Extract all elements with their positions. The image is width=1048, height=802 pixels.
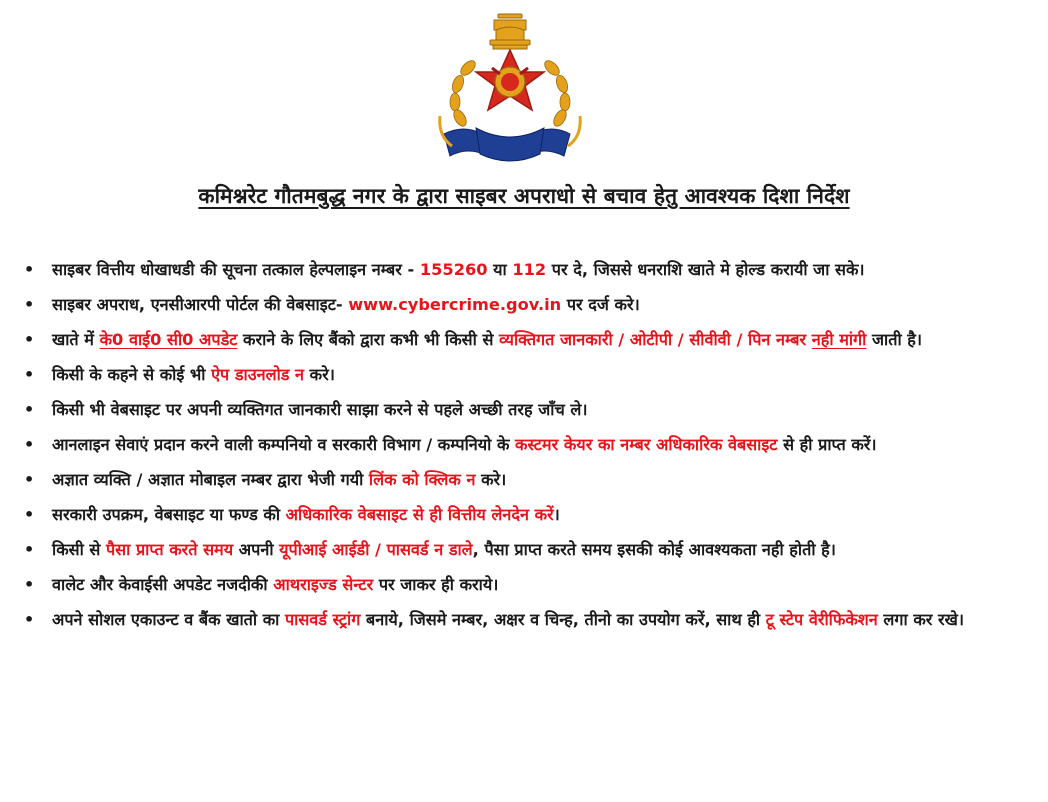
guideline-text: से ही प्राप्त करें। — [777, 435, 877, 454]
highlighted-text: टू स्टेप वेरीफिकेशन — [765, 610, 878, 629]
uttar-pradesh-police-emblem-icon — [436, 6, 584, 174]
highlighted-text: अधिकारिक वेबसाइट से ही वित्तीय लेनदेन करें — [285, 505, 554, 524]
guideline-text: अज्ञात व्यक्ति / अज्ञात मोबाइल नम्बर द्वारा भेजी गयी — [52, 470, 369, 489]
guideline-text: पर दर्ज करे। — [561, 295, 640, 314]
guideline-text: । — [553, 505, 560, 524]
highlighted-text: पैसा प्राप्त करते समय — [105, 540, 234, 559]
highlighted-text: पासवर्ड स्ट्रांग — [284, 610, 361, 629]
guideline-text: पर दे, जिससे धनराशि खाते मे होल्ड करायी जा सके। — [546, 260, 865, 279]
guideline-text: अपने सोशल एकाउन्ट व बैंक खातो का — [52, 610, 285, 629]
highlighted-text: www.cybercrime.gov.in — [348, 295, 562, 314]
guideline-item — [22, 569, 1030, 601]
guideline-text: साइबर अपराध, एनसीआरपी पोर्टल की वेबसाइट- — [52, 295, 349, 314]
guideline-item — [22, 464, 1030, 496]
guideline-item — [22, 359, 1030, 391]
highlighted-text: व्यक्तिगत जानकारी / ओटीपी / सीवीवी / पिन नम्बर — [499, 330, 807, 349]
page-title: कमिश्नरेट गौतमबुद्ध नगर के द्वारा साइबर अपराधो से बचाव हेतु आवश्यक दिशा निर्देश — [198, 184, 850, 208]
highlighted-text: नही मांगी — [811, 330, 867, 349]
highlighted-text: यूपीआई आईडी / पासवर्ड न डाले — [279, 540, 473, 559]
guideline-item — [22, 324, 1030, 356]
highlighted-text: लिंक को क्लिक न — [368, 470, 476, 489]
guideline-text: जाती है। — [866, 330, 922, 349]
guideline-text: करे। — [475, 470, 507, 489]
highlighted-text: के0 वाई0 सी0 अपडेट — [99, 330, 238, 349]
guideline-text: या — [487, 260, 513, 279]
guideline-text: कराने के लिए बैंको द्वारा कभी भी किसी से — [237, 330, 500, 349]
guideline-item — [22, 604, 1030, 636]
guideline-item — [22, 394, 1030, 426]
guideline-text: किसी के कहने से कोई भी — [52, 365, 212, 384]
guideline-text: सरकारी उपक्रम, वेबसाइट या फण्ड की — [52, 505, 286, 524]
guideline-text: साइबर वित्तीय धोखाधडी की सूचना तत्काल हेल्पलाइन नम्बर - — [52, 260, 420, 279]
guideline-item — [22, 534, 1030, 566]
guideline-text: किसी से — [52, 540, 106, 559]
highlighted-text: 155260 — [419, 260, 488, 279]
highlighted-text: आथराइज्ड सेन्टर — [273, 575, 374, 594]
guideline-list — [22, 254, 1030, 639]
highlighted-text: ऐप डाउनलोड न — [211, 365, 305, 384]
guideline-item — [22, 499, 1030, 531]
guideline-text: बनाये, जिसमे नम्बर, अक्षर व चिन्ह, तीनो का उपयोग करें, साथ ही — [360, 610, 766, 629]
guideline-item — [22, 429, 1030, 461]
guideline-text: वालेट और केवाईसी अपडेट नजदीकी — [52, 575, 274, 594]
guideline-text: किसी भी वेबसाइट पर अपनी व्यक्तिगत जानकारी साझा करने से पहले अच्छी तरह जाँच ले। — [52, 400, 588, 419]
guideline-item — [22, 254, 1030, 286]
guideline-text: पर जाकर ही कराये। — [373, 575, 499, 594]
guideline-text: खाते में — [52, 330, 100, 349]
guideline-text: , पैसा प्राप्त करते समय इसकी कोई आवश्यकता नही होती है। — [472, 540, 836, 559]
guideline-text: आनलाइन सेवाएं प्रदान करने वाली कम्पनियो व सरकारी विभाग / कम्पनियो के — [52, 435, 516, 454]
guideline-text: अपनी — [233, 540, 280, 559]
highlighted-text: 112 — [512, 260, 547, 279]
guideline-item — [22, 289, 1030, 321]
highlighted-text: कस्टमर केयर का नम्बर अधिकारिक वेबसाइट — [515, 435, 778, 454]
guideline-text: करे। — [304, 365, 335, 384]
guideline-text: लगा कर रखे। — [877, 610, 965, 629]
